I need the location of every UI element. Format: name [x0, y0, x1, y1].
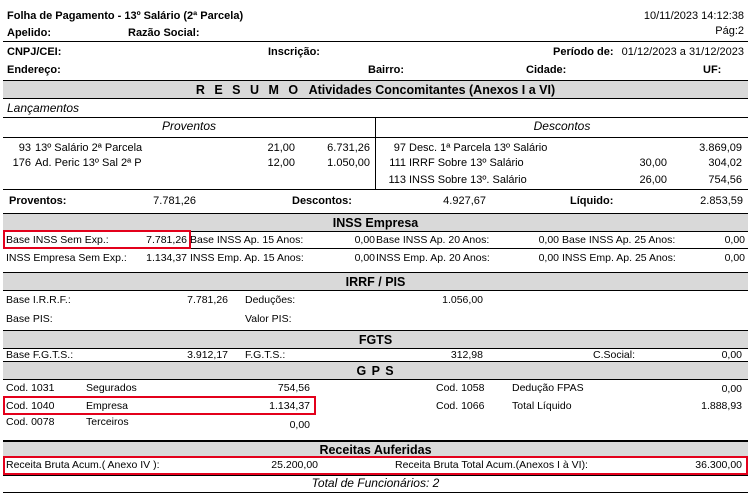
provento-value: 6.731,26 — [327, 142, 370, 154]
gps-bar — [3, 361, 748, 380]
csocial-label: C.Social: — [593, 349, 636, 361]
liquido-label: Líquido: — [570, 195, 614, 207]
gps-code: Cod. 1040 — [6, 400, 55, 412]
base-fgts-label: Base F.G.T.S.: — [6, 349, 74, 361]
footer-line — [3, 492, 748, 493]
valor-pis-label: Valor PIS: — [245, 313, 292, 325]
gps-label: Segurados — [86, 382, 137, 394]
base-pis-label: Base PIS: — [6, 313, 53, 325]
deducoes-label: Deduções: — [245, 294, 296, 306]
total-descontos-value: 4.927,67 — [443, 195, 486, 207]
base-irrf-label: Base I.R.R.F.: — [6, 294, 71, 306]
desconto-ref: 30,00 — [639, 157, 667, 169]
irrf-title: IRRF / PIS — [345, 275, 406, 289]
total-funcionarios: Total de Funcionários: 2 — [311, 476, 440, 490]
periodo-label: Período de: — [553, 46, 614, 58]
inss-label: Base INSS Sem Exp.: — [6, 234, 109, 246]
page-number: Pág:2 — [715, 25, 744, 37]
provento-desc: Ad. Peric 13º Sal 2ª P — [35, 157, 142, 169]
desconto-desc: IRRF Sobre 13º Salário — [409, 157, 524, 169]
razao-social-label: Razão Social: — [128, 27, 200, 39]
inss-label: Base INSS Ap. 25 Anos: — [562, 234, 676, 246]
gps-value: 0,00 — [289, 419, 310, 431]
fgts-bar — [3, 330, 748, 349]
inss-value: 1.134,37 — [146, 252, 187, 264]
inss-label: INSS Emp. Ap. 15 Anos: — [190, 252, 304, 264]
apelido-label: Apelido: — [7, 27, 51, 39]
inss-value: 0,00 — [354, 234, 375, 246]
inscricao-label: Inscrição: — [268, 46, 320, 58]
resumo-title-spaced: R E S U M O — [195, 83, 302, 97]
bairro-label: Bairro: — [368, 64, 405, 76]
cnpj-label: CNPJ/CEI: — [7, 46, 62, 58]
csocial-value: 0,00 — [721, 349, 742, 361]
desconto-value: 304,02 — [708, 157, 742, 169]
gps-label: Empresa — [86, 400, 129, 412]
report-title: Folha de Pagamento - 13º Salário (2ª Parcela) — [7, 10, 244, 22]
base-irrf-value: 7.781,26 — [187, 294, 228, 306]
gps-label: Dedução FPAS — [512, 382, 584, 394]
deducoes-value: 1.056,00 — [442, 294, 483, 306]
total-descontos-label: Descontos: — [292, 195, 352, 207]
inss-label: INSS Empresa Sem Exp.: — [6, 252, 127, 264]
gps-label: Terceiros — [86, 416, 129, 428]
resumo-title-rest: Atividades Concomitantes (Anexos I a VI) — [308, 83, 556, 97]
receitas-title: Receitas Auferidas — [319, 443, 432, 457]
highlight-cod-1040 — [3, 396, 316, 415]
proventos-header: Proventos — [161, 119, 217, 133]
total-proventos-value: 7.781,26 — [153, 195, 196, 207]
highlight-receitas — [3, 456, 748, 475]
irrf-bar — [3, 272, 748, 291]
receita-total-value: 36.300,00 — [695, 459, 742, 471]
desconto-ref: 26,00 — [639, 174, 667, 186]
inss-label: Base INSS Ap. 20 Anos: — [376, 234, 490, 246]
desconto-desc: Desc. 1ª Parcela 13º Salário — [409, 142, 548, 154]
resumo-title — [3, 83, 748, 97]
header-divider — [3, 41, 748, 42]
desconto-desc: INSS Sobre 13º. Salário — [409, 174, 527, 186]
provento-code: 176 — [12, 157, 31, 169]
gps-code: Cod. 0078 — [6, 416, 55, 428]
receitas-bar — [3, 440, 748, 457]
gps-value: 1.134,37 — [269, 400, 310, 412]
inss-value: 0,00 — [538, 234, 559, 246]
receita-bruta-label: Receita Bruta Acum.( Anexo IV ): — [6, 459, 160, 471]
inss-label: INSS Emp. Ap. 20 Anos: — [376, 252, 490, 264]
inss-label: INSS Emp. Ap. 25 Anos: — [562, 252, 676, 264]
periodo-value: 01/12/2023 a 31/12/2023 — [621, 46, 744, 58]
endereco-label: Endereço: — [7, 64, 61, 76]
uf-label: UF: — [703, 64, 722, 76]
inss-value: 7.781,26 — [146, 234, 187, 246]
cidade-label: Cidade: — [526, 64, 567, 76]
receita-bruta-value: 25.200,00 — [271, 459, 318, 471]
report-datetime: 10/11/2023 14:12:38 — [643, 10, 744, 22]
fgts-label: F.G.T.S.: — [245, 349, 286, 361]
gps-value: 0,00 — [721, 383, 742, 395]
inss-title: INSS Empresa — [332, 216, 419, 230]
base-fgts-value: 3.912,17 — [187, 349, 228, 361]
inss-value: 0,00 — [354, 252, 375, 264]
provento-value: 1.050,00 — [327, 157, 370, 169]
fgts-value: 312,98 — [450, 349, 483, 361]
desconto-code: 97 — [393, 142, 406, 154]
resumo-bar — [3, 80, 748, 99]
gps-code: Cod. 1066 — [436, 400, 485, 412]
descontos-header: Descontos — [533, 119, 591, 133]
receita-total-label: Receita Bruta Total Acum.(Anexos I à VI): — [395, 459, 588, 471]
inss-value: 0,00 — [724, 252, 745, 264]
inss-value: 0,00 — [724, 234, 745, 246]
inss-value: 0,00 — [538, 252, 559, 264]
gps-code: Cod. 1058 — [436, 382, 485, 394]
totals-top-line — [3, 189, 748, 190]
gps-value: 754,56 — [277, 382, 310, 394]
desconto-code: 113 — [388, 174, 406, 186]
gps-value: 1.888,93 — [701, 400, 742, 412]
provento-ref: 12,00 — [267, 157, 295, 169]
provento-ref: 21,00 — [267, 142, 295, 154]
liquido-value: 2.853,59 — [700, 195, 743, 207]
desconto-code: 111 — [389, 157, 406, 169]
gps-title: G P S — [356, 364, 395, 378]
total-proventos-label: Proventos: — [9, 195, 67, 207]
inss-label: Base INSS Ap. 15 Anos: — [190, 234, 304, 246]
desconto-value: 3.869,09 — [699, 142, 742, 154]
provento-code: 93 — [18, 142, 31, 154]
lancamentos-label: Lançamentos — [7, 101, 80, 115]
fgts-title: FGTS — [358, 333, 393, 347]
gps-code: Cod. 1031 — [6, 382, 55, 394]
provento-desc: 13º Salário 2ª Parcela — [35, 142, 143, 154]
highlight-base-inss — [3, 230, 191, 249]
desconto-value: 754,56 — [708, 174, 742, 186]
gps-label: Total Líquido — [512, 400, 572, 412]
